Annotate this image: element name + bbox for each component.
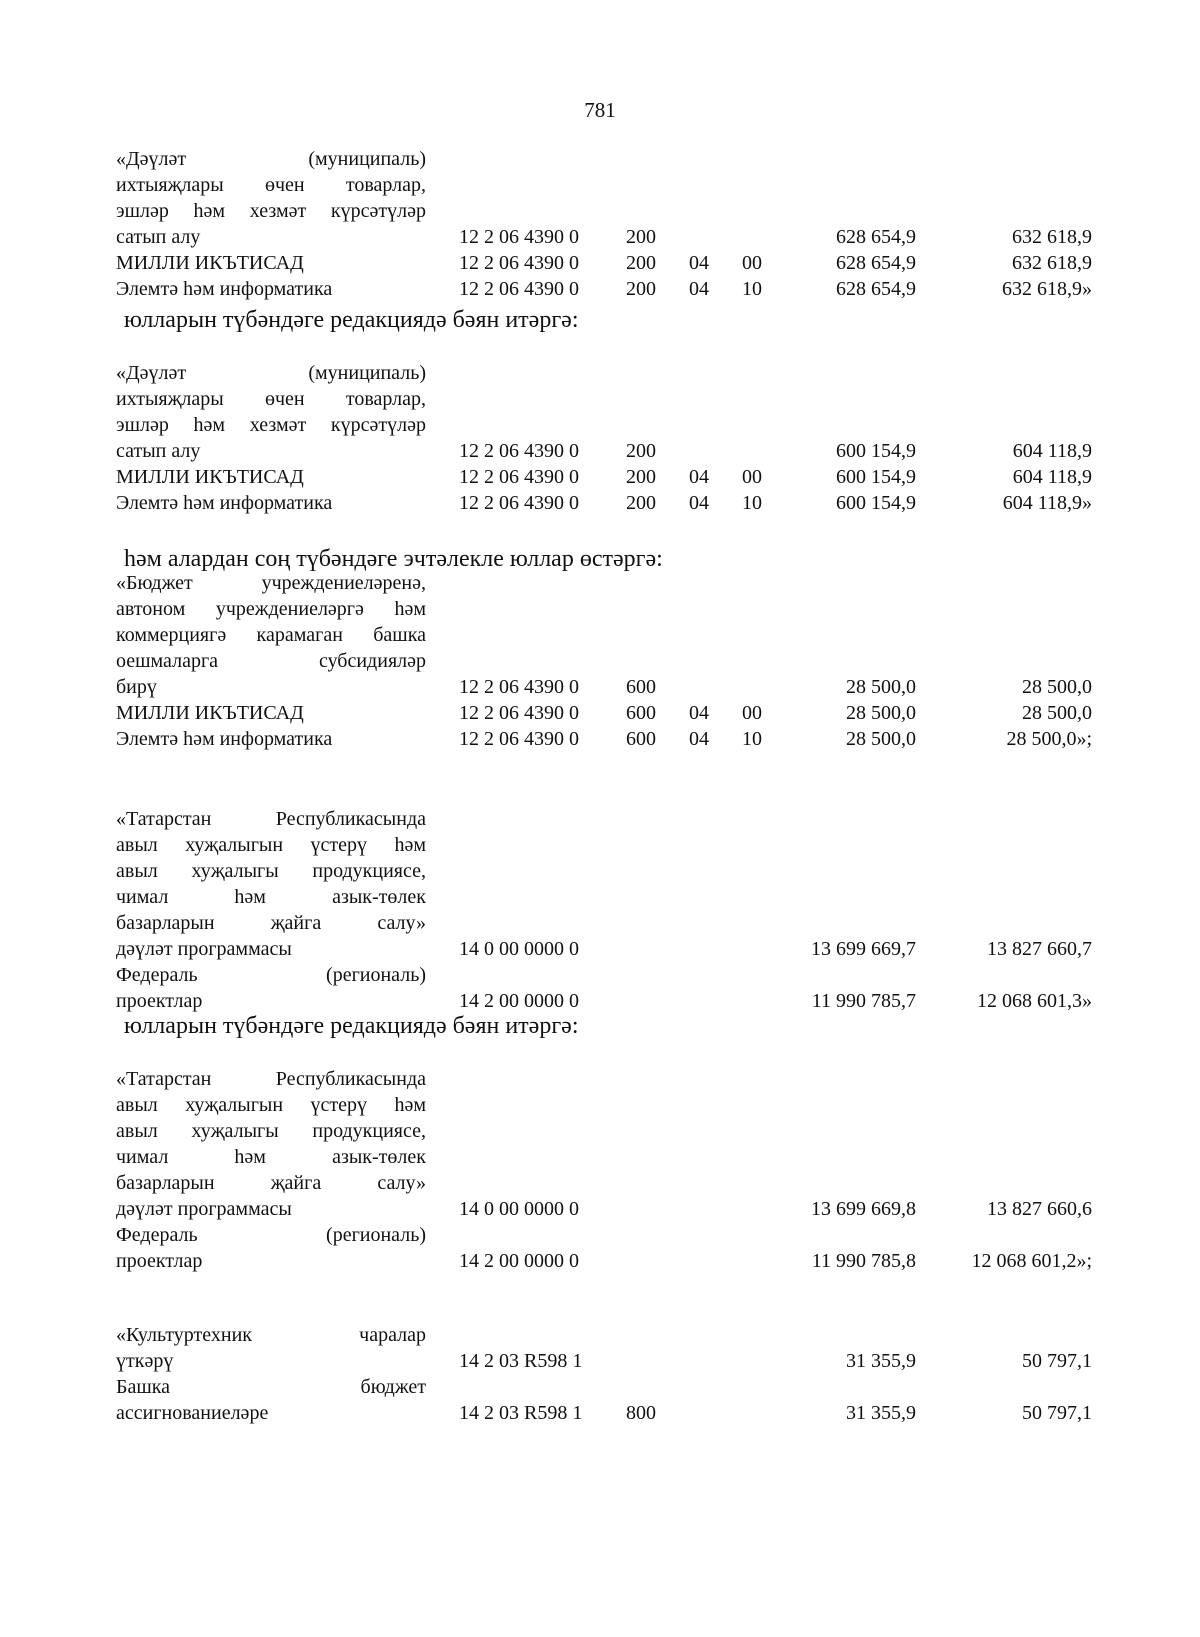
cell-y1: 600 154,9 (836, 466, 916, 488)
cell-name: Федераль (региональ) (116, 1224, 426, 1246)
cell-pr: 10 (742, 492, 762, 514)
table-row (116, 1118, 1116, 1144)
cell-name: «Татарстан Республикасында (116, 808, 426, 830)
cell-name: «Бюджет учреждениеләренә, (116, 572, 426, 594)
table-block-6 (116, 1322, 1116, 1426)
table-row (116, 1196, 1116, 1222)
cell-code: 14 2 00 0000 0 (459, 990, 579, 1012)
table-row (116, 1170, 1116, 1196)
table-row (116, 172, 1116, 198)
cell-name: авыл хуҗалыгын үстерү һәм (116, 1094, 426, 1116)
cell-name: коммерциягә карамаган башка (116, 624, 426, 646)
cell-name: чимал һәм азык-төлек (116, 1146, 426, 1168)
cell-y2: 632 618,9» (1002, 278, 1092, 300)
table-row (116, 700, 1116, 726)
instruction-note-2: һәм алардан соң түбәндәге эчтәлекле юллар өстәргә: (124, 546, 663, 572)
cell-name: эшләр һәм хезмәт күрсәтүләр (116, 414, 426, 436)
cell-rz: 04 (689, 278, 709, 300)
cell-vr: 600 (626, 676, 656, 698)
cell-name: ихтыяҗлары өчен товарлар, (116, 388, 426, 410)
cell-name: дәүләт программасы (116, 938, 292, 960)
cell-code: 12 2 06 4390 0 (459, 440, 579, 462)
cell-y2: 13 827 660,6 (987, 1198, 1092, 1220)
cell-name: сатып алу (116, 440, 201, 462)
cell-name: чимал һәм азык-төлек (116, 886, 426, 908)
cell-y1: 31 355,9 (846, 1350, 916, 1372)
table-row (116, 1400, 1116, 1426)
cell-pr: 10 (742, 728, 762, 750)
cell-name: ассигнованиеләре (116, 1402, 269, 1424)
table-row (116, 1248, 1116, 1274)
table-row (116, 198, 1116, 224)
cell-name: МИЛЛИ ИКЪТИСАД (116, 252, 304, 274)
cell-y1: 28 500,0 (846, 728, 916, 750)
cell-code: 12 2 06 4390 0 (459, 728, 579, 750)
cell-name: сатып алу (116, 226, 201, 248)
cell-code: 12 2 06 4390 0 (459, 492, 579, 514)
cell-name: проектлар (116, 990, 203, 1012)
instruction-note-3: юлларын түбәндәге редакциядә бәян итәргә: (124, 1013, 579, 1039)
table-row (116, 858, 1116, 884)
cell-name: МИЛЛИ ИКЪТИСАД (116, 466, 304, 488)
cell-code: 14 2 03 R598 1 (459, 1402, 583, 1424)
cell-name: базарларын җайга салу» (116, 1172, 426, 1194)
cell-y1: 11 990 785,7 (811, 990, 916, 1012)
table-row (116, 726, 1116, 752)
cell-name: Башка бюджет (116, 1376, 426, 1398)
cell-y2: 28 500,0 (1022, 676, 1092, 698)
cell-name: эшләр һәм хезмәт күрсәтүләр (116, 200, 426, 222)
table-row (116, 596, 1116, 622)
cell-y2: 50 797,1 (1022, 1402, 1092, 1424)
table-row (116, 806, 1116, 832)
cell-pr: 10 (742, 278, 762, 300)
cell-code: 12 2 06 4390 0 (459, 676, 579, 698)
table-row (116, 412, 1116, 438)
cell-name: Элемтә һәм информатика (116, 492, 333, 514)
cell-name: проектлар (116, 1250, 203, 1272)
cell-y2: 604 118,9» (1002, 492, 1092, 514)
cell-y1: 628 654,9 (836, 278, 916, 300)
table-row (116, 884, 1116, 910)
cell-name: базарларын җайга салу» (116, 912, 426, 934)
table-row (116, 250, 1116, 276)
cell-y2: 632 618,9 (1012, 252, 1092, 274)
cell-rz: 04 (689, 728, 709, 750)
cell-vr: 200 (626, 226, 656, 248)
cell-y1: 31 355,9 (846, 1402, 916, 1424)
cell-y2: 28 500,0 (1022, 702, 1092, 724)
cell-rz: 04 (689, 702, 709, 724)
table-row (116, 276, 1116, 302)
cell-code: 14 2 03 R598 1 (459, 1350, 583, 1372)
cell-code: 12 2 06 4390 0 (459, 466, 579, 488)
table-row (116, 1322, 1116, 1348)
cell-name: үткәрү (116, 1350, 174, 1372)
cell-name: «Дәүләт (муниципаль) (116, 362, 426, 384)
table-block-2 (116, 360, 1116, 516)
instruction-note-1: юлларын түбәндәге редакциядә бәян итәргә: (124, 307, 579, 333)
table-row (116, 910, 1116, 936)
cell-code: 14 0 00 0000 0 (459, 1198, 579, 1220)
table-block-5 (116, 1066, 1116, 1274)
table-row (116, 832, 1116, 858)
cell-name: автоном учреждениеләргә һәм (116, 598, 426, 620)
cell-name: Элемтә һәм информатика (116, 278, 333, 300)
table-row (116, 1222, 1116, 1248)
cell-code: 12 2 06 4390 0 (459, 252, 579, 274)
cell-name: ихтыяҗлары өчен товарлар, (116, 174, 426, 196)
cell-vr: 200 (626, 278, 656, 300)
table-row (116, 936, 1116, 962)
cell-code: 14 0 00 0000 0 (459, 938, 579, 960)
table-row (116, 438, 1116, 464)
table-block-4 (116, 806, 1116, 1014)
table-row (116, 622, 1116, 648)
cell-rz: 04 (689, 492, 709, 514)
table-row (116, 360, 1116, 386)
table-row (116, 1144, 1116, 1170)
cell-y1: 600 154,9 (836, 492, 916, 514)
table-row (116, 962, 1116, 988)
cell-name: авыл хуҗалыгын үстерү һәм (116, 834, 426, 856)
cell-name: авыл хуҗалыгы продукциясе, (116, 1120, 426, 1142)
cell-vr: 600 (626, 702, 656, 724)
cell-vr: 600 (626, 728, 656, 750)
cell-y1: 11 990 785,8 (811, 1250, 916, 1272)
cell-code: 12 2 06 4390 0 (459, 226, 579, 248)
cell-y1: 28 500,0 (846, 702, 916, 724)
table-row (116, 1374, 1116, 1400)
table-row (116, 386, 1116, 412)
cell-y1: 600 154,9 (836, 440, 916, 462)
cell-pr: 00 (742, 702, 762, 724)
cell-y1: 628 654,9 (836, 226, 916, 248)
cell-rz: 04 (689, 466, 709, 488)
cell-code: 14 2 00 0000 0 (459, 1250, 579, 1272)
cell-y2: 632 618,9 (1012, 226, 1092, 248)
cell-y1: 628 654,9 (836, 252, 916, 274)
cell-name: авыл хуҗалыгы продукциясе, (116, 860, 426, 882)
table-row (116, 224, 1116, 250)
cell-y2: 604 118,9 (1012, 466, 1092, 488)
cell-vr: 200 (626, 466, 656, 488)
cell-y2: 12 068 601,2»; (971, 1250, 1092, 1272)
cell-name: «Дәүләт (муниципаль) (116, 148, 426, 170)
table-row (116, 490, 1116, 516)
table-row (116, 464, 1116, 490)
cell-code: 12 2 06 4390 0 (459, 702, 579, 724)
table-row (116, 674, 1116, 700)
cell-name: МИЛЛИ ИКЪТИСАД (116, 702, 304, 724)
table-row (116, 146, 1116, 172)
cell-vr: 800 (626, 1402, 656, 1424)
cell-y2: 13 827 660,7 (987, 938, 1092, 960)
table-row (116, 1092, 1116, 1118)
cell-name: оешмаларга субсидияләр (116, 650, 426, 672)
cell-y2: 12 068 601,3» (977, 990, 1092, 1012)
table-row (116, 570, 1116, 596)
table-block-1 (116, 146, 1116, 302)
cell-pr: 00 (742, 252, 762, 274)
cell-y1: 13 699 669,7 (811, 938, 916, 960)
cell-name: дәүләт программасы (116, 1198, 292, 1220)
cell-code: 12 2 06 4390 0 (459, 278, 579, 300)
cell-name: «Татарстан Республикасында (116, 1068, 426, 1090)
table-row (116, 1066, 1116, 1092)
cell-vr: 200 (626, 492, 656, 514)
cell-vr: 200 (626, 252, 656, 274)
cell-y1: 28 500,0 (846, 676, 916, 698)
table-row (116, 1348, 1116, 1374)
cell-y2: 604 118,9 (1012, 440, 1092, 462)
page-number: 781 (584, 98, 616, 122)
cell-name: «Культуртехник чаралар (116, 1324, 426, 1346)
cell-y1: 13 699 669,8 (811, 1198, 916, 1220)
cell-y2: 50 797,1 (1022, 1350, 1092, 1372)
cell-name: бирү (116, 676, 157, 698)
cell-name: Федераль (региональ) (116, 964, 426, 986)
table-block-3 (116, 570, 1116, 752)
table-row (116, 648, 1116, 674)
cell-pr: 00 (742, 466, 762, 488)
cell-vr: 200 (626, 440, 656, 462)
cell-y2: 28 500,0»; (1006, 728, 1092, 750)
cell-name: Элемтә һәм информатика (116, 728, 333, 750)
cell-rz: 04 (689, 252, 709, 274)
